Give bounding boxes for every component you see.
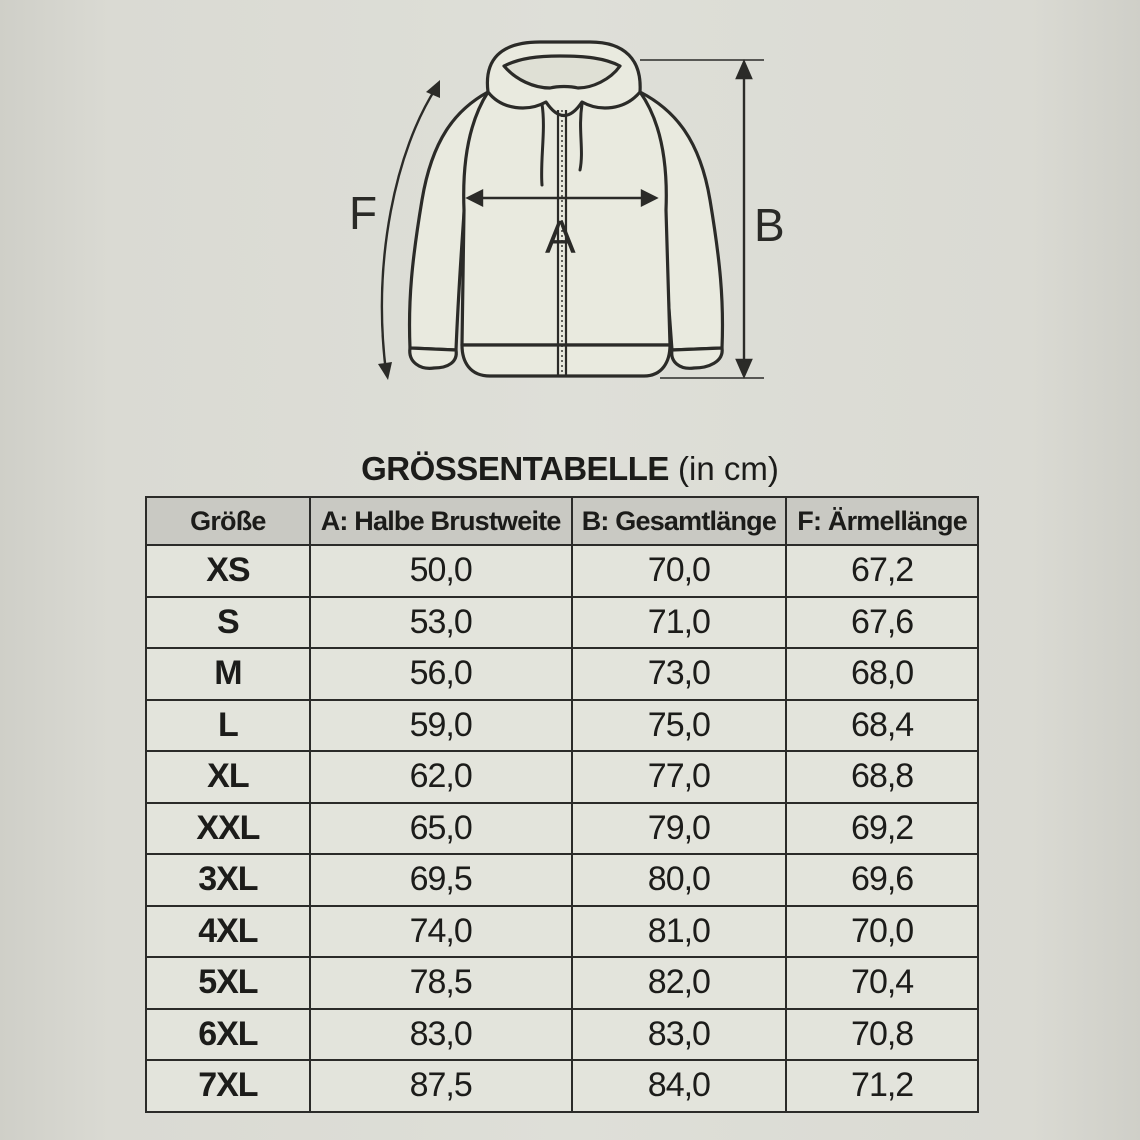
cell-total-length: 73,0 [572, 648, 787, 700]
table-row [146, 1009, 978, 1061]
cell-total-length: 71,0 [572, 597, 787, 649]
cell-size: XS [146, 545, 310, 597]
cell-total-length: 79,0 [572, 803, 787, 855]
table-row [146, 803, 978, 855]
cell-total-length: 82,0 [572, 957, 787, 1009]
table-row [146, 545, 978, 597]
cell-size: XL [146, 751, 310, 803]
cell-sleeve-length: 70,8 [786, 1009, 978, 1061]
cell-sleeve-length: 68,0 [786, 648, 978, 700]
cell-size: XXL [146, 803, 310, 855]
dimension-label-a: A [545, 211, 576, 263]
cell-size: 6XL [146, 1009, 310, 1061]
table-row [146, 700, 978, 752]
cell-size: 5XL [146, 957, 310, 1009]
table-row [146, 648, 978, 700]
cell-half-chest: 83,0 [310, 1009, 572, 1061]
table-row [146, 1060, 978, 1112]
cell-half-chest: 87,5 [310, 1060, 572, 1112]
header-total-length: B: Gesamtlänge [572, 497, 787, 545]
table-row [146, 957, 978, 1009]
cell-total-length: 70,0 [572, 545, 787, 597]
cell-half-chest: 65,0 [310, 803, 572, 855]
cell-half-chest: 69,5 [310, 854, 572, 906]
dimension-label-b: B [754, 199, 785, 251]
cell-total-length: 75,0 [572, 700, 787, 752]
cell-size: L [146, 700, 310, 752]
cell-sleeve-length: 70,0 [786, 906, 978, 958]
cell-total-length: 77,0 [572, 751, 787, 803]
cell-half-chest: 50,0 [310, 545, 572, 597]
cell-half-chest: 59,0 [310, 700, 572, 752]
cell-sleeve-length: 70,4 [786, 957, 978, 1009]
cell-total-length: 83,0 [572, 1009, 787, 1061]
cell-size: S [146, 597, 310, 649]
cell-sleeve-length: 71,2 [786, 1060, 978, 1112]
header-size: Größe [146, 497, 310, 545]
table-row [146, 906, 978, 958]
cell-size: 4XL [146, 906, 310, 958]
right-cuff [672, 348, 722, 368]
table-row [146, 597, 978, 649]
cell-half-chest: 56,0 [310, 648, 572, 700]
title-unit: (in cm) [678, 450, 779, 487]
cell-total-length: 81,0 [572, 906, 787, 958]
dimension-label-f: F [349, 187, 378, 239]
cell-sleeve-length: 67,2 [786, 545, 978, 597]
cell-size: 3XL [146, 854, 310, 906]
cell-sleeve-length: 69,2 [786, 803, 978, 855]
table-header-row [146, 497, 978, 545]
table-body [146, 545, 978, 1112]
table-row [146, 854, 978, 906]
size-table-title [0, 448, 1140, 490]
cell-sleeve-length: 69,6 [786, 854, 978, 906]
cell-sleeve-length: 68,8 [786, 751, 978, 803]
size-table [145, 496, 979, 1113]
cell-total-length: 84,0 [572, 1060, 787, 1112]
header-sleeve-length: F: Ärmellänge [786, 497, 978, 545]
cell-size: 7XL [146, 1060, 310, 1112]
header-half-chest: A: Halbe Brustweite [310, 497, 572, 545]
left-cuff [410, 348, 456, 368]
cell-half-chest: 78,5 [310, 957, 572, 1009]
cell-half-chest: 53,0 [310, 597, 572, 649]
cell-size: M [146, 648, 310, 700]
cell-sleeve-length: 67,6 [786, 597, 978, 649]
title-text: GRÖSSENTABELLE [361, 450, 669, 487]
cell-half-chest: 62,0 [310, 751, 572, 803]
hoodie-diagram [0, 0, 1140, 400]
cell-sleeve-length: 68,4 [786, 700, 978, 752]
cell-half-chest: 74,0 [310, 906, 572, 958]
table-row [146, 751, 978, 803]
cell-total-length: 80,0 [572, 854, 787, 906]
